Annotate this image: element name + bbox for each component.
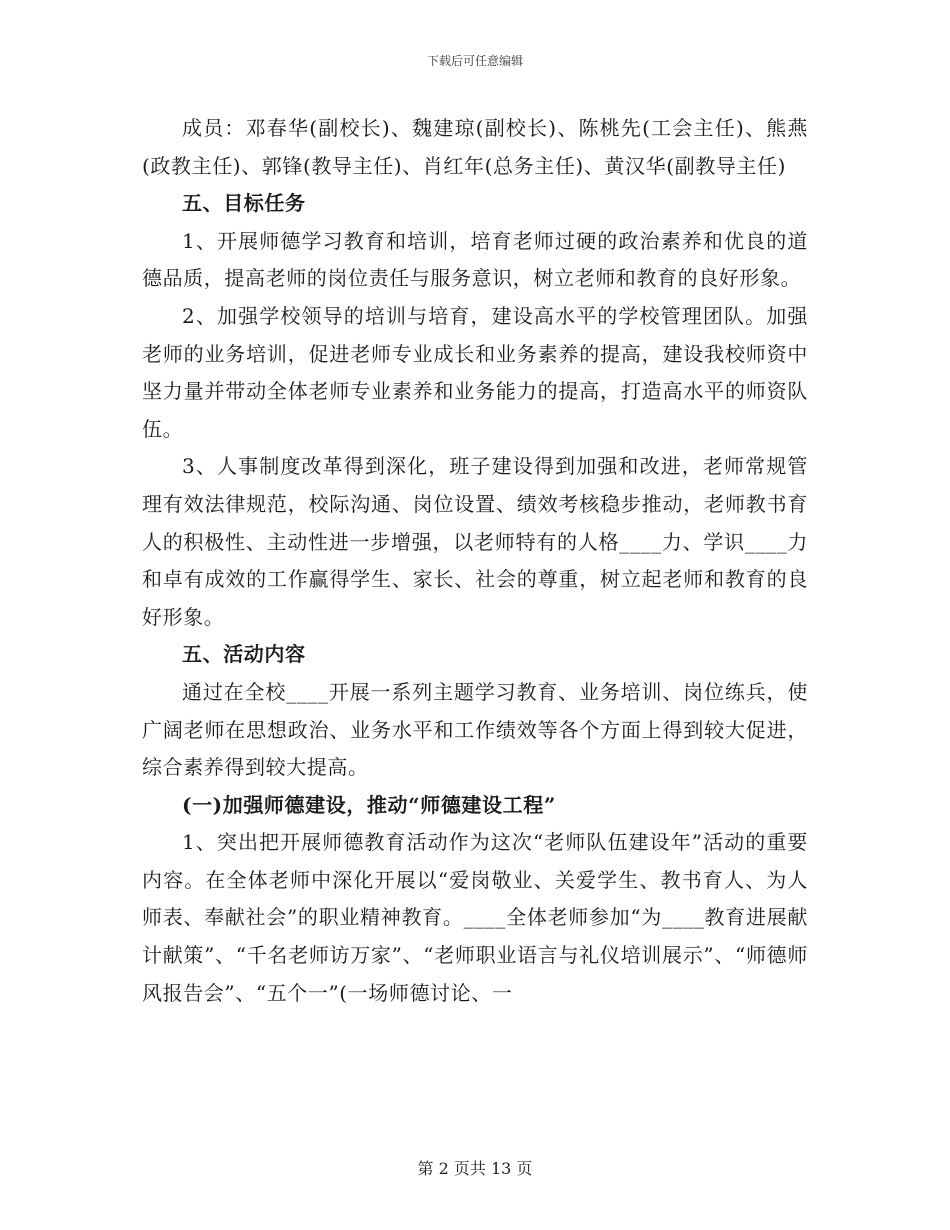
document-body — [142, 110, 808, 1012]
header-note: 下载后可任意编辑 — [426, 54, 523, 68]
goal-3-paragraph: 3、人事制度改革得到深化，班子建设得到加强和改进，老师常规管理有效法律规范，校际沟通、岗位设置、绩效考核稳步推动，老师教书育人的积极性、主动性进一步增强，以老师特有的人格____力、学识____力和卓有成效的工作赢得学生、家长、社会的尊重，树立起老师和教育的良好形象。 — [142, 454, 808, 629]
section-activities-heading: 五、活动内容 — [182, 642, 306, 667]
activity-1-paragraph: 1、突出把开展师德教育活动作为这次“老师队伍建设年”活动的重要内容。在全体老师中深化开展以“爱岗敬业、关爱学生、教书育人、为人师表、奉献社会”的职业精神教育。____全体老师参加“为____教育进展献计献策”、“千名老师访万家”、“老师职业语言与礼仪培训展示”、“师德师风报告会”、“五个一”(一场师德讨论、一 — [142, 830, 808, 1005]
subsection-1-heading: (一)加强师德建设，推动“师德建设工程” — [182, 792, 556, 817]
section-goals-heading: 五、目标任务 — [182, 191, 306, 216]
page-number: 第 2 页共 13 页 — [417, 1159, 533, 1178]
activities-intro-paragraph: 通过在全校____开展一系列主题学习教育、业务培训、岗位练兵，使广阔老师在思想政治、业务水平和工作绩效等各个方面上得到较大促进，综合素养得到较大提高。 — [142, 679, 808, 780]
goal-1-paragraph: 1、开展师德学习教育和培训，培育老师过硬的政治素养和优良的道德品质，提高老师的岗位责任与服务意识，树立老师和教育的良好形象。 — [142, 228, 808, 291]
goal-2-paragraph: 2、加强学校领导的培训与培育，建设高水平的学校管理团队。加强老师的业务培训，促进老师专业成长和业务素养的提高，建设我校师资中坚力量并带动全体老师专业素养和业务能力的提高，打造高水平的师资队伍。 — [142, 303, 808, 441]
members-paragraph: 成员：邓春华(副校长)、魏建琼(副校长)、陈桃先(工会主任)、熊燕(政教主任)、郭锋(教导主任)、肖红年(总务主任)、黄汉华(副教导主任) — [142, 116, 808, 178]
